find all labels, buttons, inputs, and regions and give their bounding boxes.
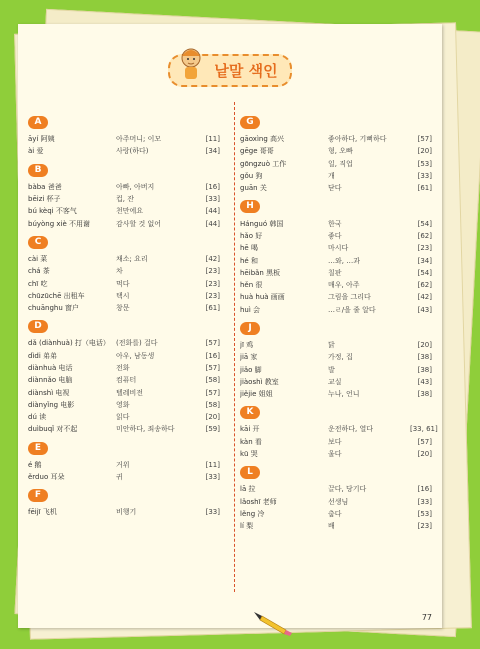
entry-meaning: 거위 [116, 460, 130, 469]
entry-page-ref: [20] [417, 450, 432, 459]
entry-page-ref: [23] [417, 244, 432, 253]
entry-word: chī 吃 [28, 279, 48, 288]
section-letter-badge: K [240, 406, 260, 419]
entry-meaning: 텔레비전 [116, 388, 144, 397]
entry-meaning: 한국 [328, 219, 342, 228]
entry-page-ref: [33] [417, 497, 432, 506]
entry-page-ref: [42] [417, 293, 432, 302]
index-entry [240, 267, 432, 279]
entry-page-ref: [57] [417, 135, 432, 144]
entry-page-ref: [33] [417, 172, 432, 181]
right-column [240, 116, 438, 538]
index-entry [28, 411, 220, 423]
entry-page-ref: [20] [205, 413, 220, 422]
entry-meaning: 사랑(하다) [116, 147, 149, 156]
entry-meaning: 컵, 잔 [116, 195, 134, 204]
entry-page-ref: [62] [417, 231, 432, 240]
index-entry [28, 423, 220, 435]
pencil-icon [254, 610, 294, 636]
entry-meaning: 선생님 [328, 497, 349, 506]
entry-word: hǎo 好 [240, 231, 263, 240]
index-entry [240, 230, 432, 242]
entry-word: lěng 冷 [240, 509, 265, 518]
entry-meaning: 차 [116, 267, 123, 276]
index-entry [240, 254, 432, 266]
entry-meaning: 운전하다, 열다 [328, 425, 374, 434]
entry-meaning: 배 [328, 522, 335, 531]
entry-meaning: 가정, 집 [328, 353, 353, 362]
index-entry [28, 459, 220, 471]
title-box [168, 54, 291, 87]
section-letter-badge: B [28, 164, 48, 177]
index-entry [240, 496, 432, 508]
entry-word: é 鹅 [28, 460, 42, 469]
entry-page-ref: [20] [417, 147, 432, 156]
entry-page-ref: [33] [205, 473, 220, 482]
entry-meaning: 감사할 것 없어 [116, 219, 162, 228]
entry-page-ref: [59] [205, 425, 220, 434]
page-title: 낱말 색인 [214, 62, 278, 80]
index-entry [28, 193, 220, 205]
index-entry [28, 181, 220, 193]
entry-word: chūzūchē 出租车 [28, 291, 85, 300]
entry-page-ref: [57] [205, 339, 220, 348]
entry-page-ref: [20] [417, 341, 432, 349]
section-letter-badge: E [28, 442, 48, 455]
index-entry [240, 423, 438, 435]
index-entry [28, 506, 220, 518]
index-entry [240, 448, 432, 460]
index-entry [28, 337, 220, 349]
entry-page-ref: [57] [205, 388, 220, 397]
entry-meaning: 아우, 남동생 [116, 351, 155, 360]
index-entry [240, 217, 432, 229]
entry-word: chuānghu 窗户 [28, 304, 79, 313]
entry-word: kū 哭 [240, 450, 258, 459]
entry-page-ref: [53] [417, 509, 432, 518]
section-letter-badge: H [240, 200, 260, 213]
entry-word: lǎoshī 老师 [240, 497, 277, 506]
entry-page-ref: [33] [205, 508, 220, 517]
entry-page-ref: [16] [205, 182, 220, 191]
entry-page-ref: [57] [205, 364, 220, 372]
entry-word: gǒu 狗 [240, 172, 263, 181]
entry-page-ref: [61] [417, 184, 432, 193]
column-divider [234, 102, 235, 592]
entry-meaning: 일, 직업 [328, 159, 353, 168]
entry-word: ěrduo 耳朵 [28, 473, 65, 482]
entry-page-ref: [43] [417, 377, 432, 386]
index-entry [240, 436, 432, 448]
entry-meaning: (전화를) 걸다 [116, 339, 158, 348]
index-entry [28, 145, 220, 157]
index-entry [240, 508, 432, 520]
index-page [18, 24, 442, 628]
entry-word: kàn 看 [240, 437, 262, 446]
entry-meaning: 비행기 [116, 508, 137, 517]
index-entry [240, 170, 432, 182]
entry-page-ref: [23] [205, 291, 220, 300]
page-number: 77 [421, 613, 432, 622]
entry-meaning: 좋다 [328, 231, 342, 240]
entry-word: kāi 开 [240, 425, 260, 434]
index-entry [240, 279, 432, 291]
entry-page-ref: [58] [205, 376, 220, 385]
index-entry [28, 350, 220, 362]
section-letter-badge: C [28, 236, 48, 249]
entry-page-ref: [33, 61] [410, 425, 438, 434]
entry-meaning: 발 [328, 365, 335, 374]
index-entry [28, 205, 220, 217]
entry-word: guān 关 [240, 184, 267, 193]
entry-meaning: 칠판 [328, 268, 342, 277]
entry-page-ref: [38] [417, 365, 432, 374]
entry-word: chá 茶 [28, 267, 50, 276]
entry-meaning: 영화 [116, 400, 130, 409]
entry-meaning: 마시다 [328, 244, 349, 253]
entry-word: jiā 家 [240, 353, 258, 362]
entry-word: Hánguó 韩国 [240, 219, 284, 228]
entry-meaning: 귀 [116, 473, 123, 482]
index-entry [240, 242, 432, 254]
entry-page-ref: [54] [417, 219, 432, 228]
entry-meaning: 아빠, 아버지 [116, 182, 155, 191]
section-letter-badge: L [240, 466, 260, 479]
entry-word: lā 拉 [240, 485, 256, 494]
entry-word: bēizi 杯子 [28, 195, 61, 204]
entry-page-ref: [38] [417, 353, 432, 362]
entry-word: diànyǐng 电影 [28, 400, 75, 409]
entry-word: gēge 哥哥 [240, 147, 274, 156]
index-section [28, 320, 220, 435]
section-letter-badge: J [240, 322, 260, 335]
entry-meaning: 아주머니; 이모 [116, 135, 162, 144]
entry-page-ref: [57] [417, 437, 432, 446]
entry-meaning: 누나, 언니 [328, 390, 360, 399]
entry-word: bú kèqi 不客气 [28, 207, 77, 216]
index-entry [240, 291, 432, 303]
entry-page-ref: [42] [205, 254, 220, 263]
title-banner [18, 54, 442, 87]
entry-meaning: 먹다 [116, 279, 130, 288]
entry-page-ref: [23] [205, 267, 220, 276]
entry-meaning: 전화 [116, 364, 130, 372]
entry-meaning: 택시 [116, 291, 130, 300]
entry-word: dǎ (diànhuà) 打（电话） [28, 339, 110, 348]
entry-page-ref: [44] [205, 219, 220, 228]
entry-meaning: 매우, 아주 [328, 281, 360, 290]
section-letter-badge: D [28, 320, 48, 333]
entry-page-ref: [11] [205, 460, 220, 469]
index-entry [28, 277, 220, 289]
entry-meaning: 닭 [328, 341, 335, 349]
index-entry [28, 217, 220, 229]
entry-word: diànshì 电视 [28, 388, 70, 397]
entry-word: jī 鸡 [240, 341, 254, 349]
index-section [240, 200, 432, 315]
entry-meaning: …와, …과 [328, 256, 360, 265]
entry-word: huì 会 [240, 305, 261, 314]
entry-meaning: 형, 오빠 [328, 147, 353, 156]
entry-page-ref: [23] [417, 522, 432, 531]
index-entry [240, 388, 432, 400]
entry-word: jiějie 姐姐 [240, 390, 273, 399]
entry-word: duìbuqǐ 对不起 [28, 425, 78, 434]
index-entry [240, 304, 432, 316]
entry-word: hé 和 [240, 256, 258, 265]
mascot-icon [176, 46, 206, 84]
index-entry [28, 133, 220, 145]
index-entry [28, 471, 220, 483]
entry-word: dú 读 [28, 413, 47, 422]
index-entry [28, 302, 220, 314]
index-entry [240, 339, 432, 351]
entry-word: āyí 阿姨 [28, 135, 55, 144]
index-entry [240, 520, 432, 532]
entry-page-ref: [16] [417, 485, 432, 494]
entry-meaning: 창문 [116, 304, 130, 313]
entry-word: hē 喝 [240, 244, 258, 253]
entry-meaning: 닫다 [328, 184, 342, 193]
entry-meaning: 읽다 [116, 413, 130, 422]
left-column [28, 116, 220, 525]
entry-word: lí 梨 [240, 522, 254, 531]
entry-page-ref: [44] [205, 207, 220, 216]
index-entry [240, 483, 432, 495]
index-section [28, 164, 220, 230]
entry-page-ref: [33] [205, 195, 220, 204]
index-section [240, 466, 432, 532]
entry-word: cài 菜 [28, 254, 48, 263]
entry-word: fēijī 飞机 [28, 508, 57, 517]
entry-word: huà huà 画画 [240, 293, 285, 302]
entry-page-ref: [16] [205, 351, 220, 360]
entry-meaning: 울다 [328, 450, 342, 459]
entry-page-ref: [38] [417, 390, 432, 399]
index-entry [240, 145, 432, 157]
entry-meaning: 컴퓨터 [116, 376, 137, 385]
index-entry [28, 290, 220, 302]
entry-word: jiǎo 脚 [240, 365, 262, 374]
entry-page-ref: [34] [205, 147, 220, 156]
entry-meaning: 좋아하다, 기뻐하다 [328, 135, 387, 144]
index-entry [240, 363, 432, 375]
entry-page-ref: [61] [205, 304, 220, 313]
index-entry [28, 386, 220, 398]
entry-meaning: 그림을 그리다 [328, 293, 371, 302]
index-section [240, 116, 432, 194]
entry-word: gōngzuò 工作 [240, 159, 287, 168]
entry-page-ref: [58] [205, 400, 220, 409]
section-letter-badge: F [28, 489, 48, 502]
entry-word: gāoxìng 高兴 [240, 135, 284, 144]
entry-page-ref: [54] [417, 268, 432, 277]
index-section [28, 489, 220, 518]
index-entry [240, 351, 432, 363]
entry-word: búyòng xiè 不用谢 [28, 219, 91, 228]
entry-word: bàba 爸爸 [28, 182, 62, 191]
index-entry [28, 374, 220, 386]
entry-page-ref: [34] [417, 256, 432, 265]
index-section [28, 236, 220, 314]
index-entry [240, 158, 432, 170]
index-section [240, 322, 432, 400]
entry-word: ài 爱 [28, 147, 44, 156]
entry-page-ref: [53] [417, 159, 432, 168]
entry-word: jiàoshì 教室 [240, 377, 279, 386]
entry-meaning: 춥다 [328, 509, 342, 518]
entry-meaning: 교실 [328, 377, 342, 386]
index-entry [28, 362, 220, 374]
index-section [28, 116, 220, 158]
index-section [28, 442, 220, 484]
index-entry [28, 265, 220, 277]
entry-meaning: …ㄹ/을 줄 알다 [328, 305, 376, 314]
entry-word: hěn 很 [240, 281, 263, 290]
index-entry [28, 253, 220, 265]
index-entry [240, 182, 432, 194]
entry-page-ref: [23] [205, 279, 220, 288]
index-entry [240, 133, 432, 145]
entry-meaning: 미안하다, 죄송하다 [116, 425, 175, 434]
index-entry [240, 376, 432, 388]
entry-page-ref: [11] [205, 135, 220, 144]
index-entry [28, 399, 220, 411]
index-section [240, 406, 438, 460]
entry-word: diànhuà 电话 [28, 364, 73, 372]
entry-page-ref: [43] [417, 305, 432, 314]
section-letter-badge: A [28, 116, 48, 129]
entry-meaning: 개 [328, 172, 335, 181]
entry-meaning: 채소; 요리 [116, 254, 148, 263]
entry-meaning: 천만에요 [116, 207, 144, 216]
entry-word: diànnǎo 电脑 [28, 376, 73, 385]
entry-meaning: 보다 [328, 437, 342, 446]
entry-meaning: 끌다, 당기다 [328, 485, 367, 494]
entry-word: dìdi 弟弟 [28, 351, 58, 360]
section-letter-badge: G [240, 116, 260, 129]
entry-page-ref: [62] [417, 281, 432, 290]
entry-word: hēibǎn 黑板 [240, 268, 281, 277]
